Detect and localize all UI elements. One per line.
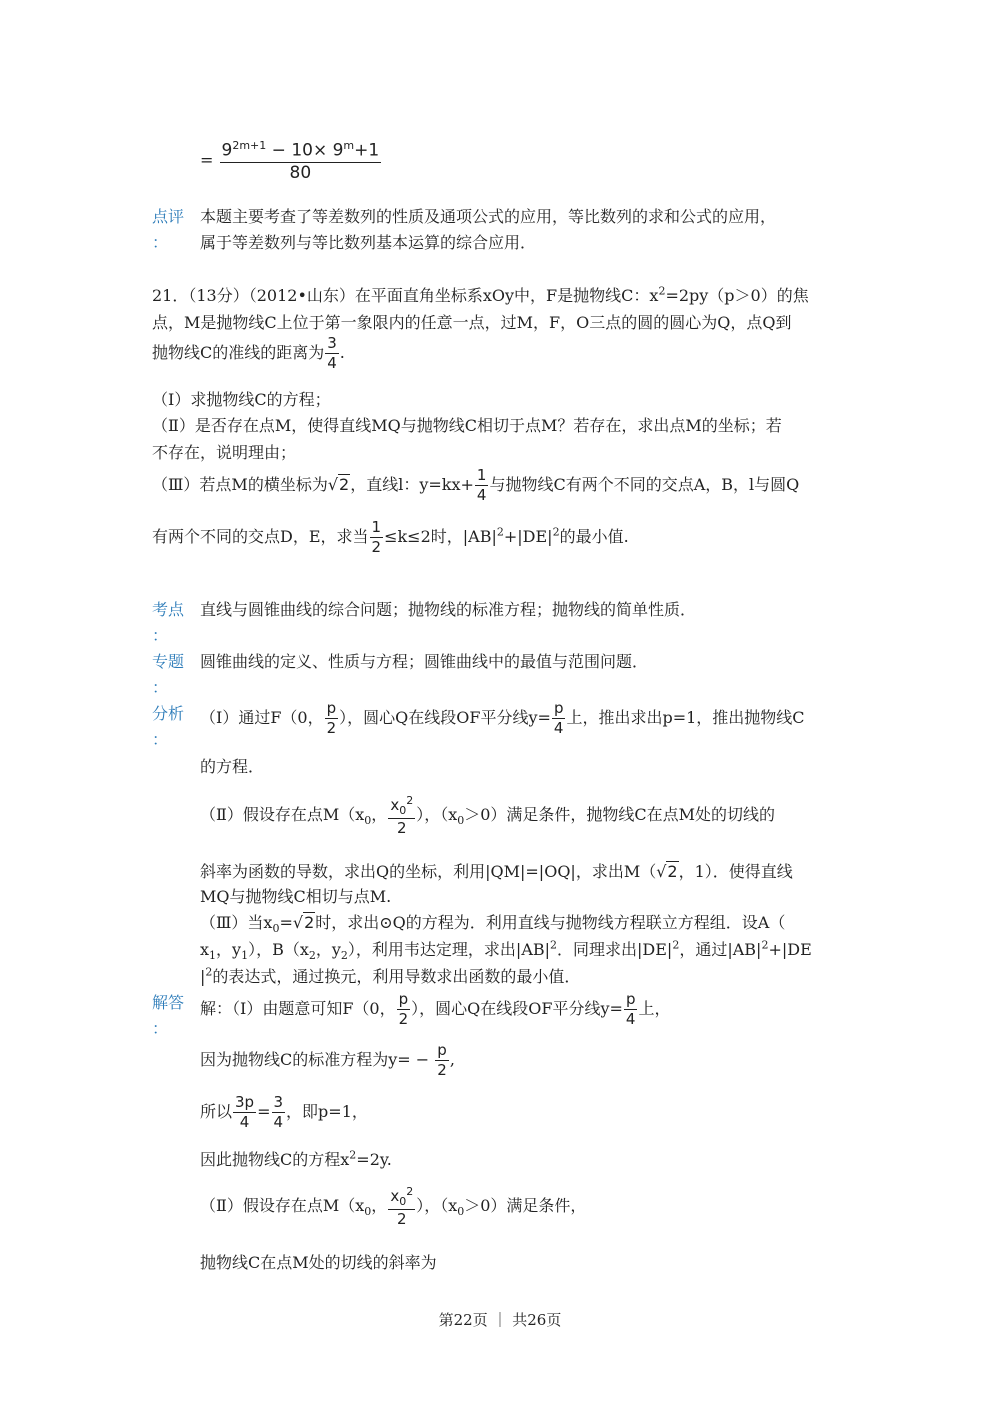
question-1: （Ⅰ）求抛物线C的方程； [152,390,331,409]
question-2a: （Ⅱ）是否存在点M，使得直线MQ与抛物线C相切于点M？若存在，求出点M的坐标；若 [152,416,782,435]
jieda-colon: ： [152,1019,169,1038]
zhuanti-colon: ： [152,678,169,697]
problem-line-3: 抛物线C的准线的距离为 $\frac{3}{4}$ . [152,334,345,372]
review-colon: ： [152,233,169,252]
review-label: 点评 [152,207,185,226]
jieda-line6: 抛物线C在点M处的切线的斜率为 [200,1253,437,1272]
zhuanti-label: 专题 [152,652,185,671]
formula-numerator: $9^{2m+1} - 10\times 9^m+1$ [221,139,380,161]
question-2b: 不存在，说明理由； [152,443,297,462]
fenxi-colon: ： [152,730,169,749]
formula-denominator: 80 [289,162,312,183]
fenxi-b-line2: 斜率为函数的导数，求出Q的坐标，利用|QM|=|OQ|，求出M（√2，1）．使得直线 [200,862,793,881]
problem-line-2: 点，M是抛物线C上位于第一象限内的任意一点，过M，F，O三点的圆的圆心为Q，点Q到 [152,313,792,332]
zhuanti-text: 圆锥曲线的定义、性质与方程；圆锥曲线中的最值与范围问题． [200,652,649,671]
review-line-1: 本题主要考查了等差数列的性质及通项公式的应用，等比数列的求和公式的应用， [200,207,777,226]
jieda-line3: 所以 $\frac{3p}{4}$ = $\frac{3}{4}$ ，即p=1， [200,1093,368,1131]
jieda-line1: 解：（Ⅰ）由题意可知F（0， $\frac{p}{2}$ ），圆心Q在线段OF平分线y= $\frac{p}{4}$ 上， [200,990,671,1028]
question-3a: （Ⅲ）若点M的横坐标为√2，直线l：y=kx+ $\frac{1}{4}$ 与抛物线C有两个不同的交点A，B，l与圆Q [152,466,800,504]
fenxi-b-line3: MQ与抛物线C相切与点M. [200,887,392,906]
formula-fraction [220,140,382,182]
equals-sign: = [200,150,214,170]
kaodian-colon: ： [152,626,169,645]
fenxi-label: 分析 [152,704,185,723]
question-3b: 有两个不同的交点D，E，求当 $\frac{1}{2}$ ≤k≤2时，$|AB|^2+|DE|^2$的最小值. [152,518,629,556]
fenxi-a-line1: （Ⅰ）通过F（0， $\frac{p}{2}$ ），圆心Q在线段OF平分线y= $\frac{p}{4}$ 上，推出求出p=1，推出抛物线C [200,699,805,737]
fenxi-c-line3: $|^2$的表达式，通过换元，利用导数求出函数的最小值． [200,965,581,986]
jieda-line5: （Ⅱ）假设存在点$M(x_0$， $\frac{x_0^2}{2}$ ），$(x_0>0)$满足条件， [200,1185,587,1228]
fenxi-c-line2: $x_1$，$y_1$），$B(x_2$，$y_2$），利用韦达定理，求出$|AB|^2$．同理求出$|DE|^2$，通过$|AB|^2+|DE$ [200,938,812,963]
problem-line-1: 21．（13分）（2012•山东）在平面直角坐标系xOy中，F是抛物线C：$x^2=2py(p>0)$的焦 [152,284,809,305]
kaodian-label: 考点 [152,600,185,619]
fenxi-b-line1: （Ⅱ）假设存在点$M(x_0$， $\frac{x_0^2}{2}$ ），$(x_0>0)$满足条件，抛物线C在点M处的切线的 [200,794,776,837]
review-line-2: 属于等差数列与等比数列基本运算的综合应用． [200,233,537,252]
jieda-line4: 因此抛物线C的方程$x^2=2y$. [200,1148,392,1169]
jieda-label: 解答 [152,993,185,1012]
jieda-line2: 因为抛物线C的标准方程为y= − $\frac{p}{2}$ , [200,1041,455,1079]
top-formula [200,140,382,182]
fenxi-c-line1: （Ⅲ）当$x_0=√2$时，求出⊙Q的方程为．利用直线与抛物线方程联立方程组．设A（ [200,913,786,936]
page-footer: 第22页 ｜ 共26页 [438,1311,562,1329]
fenxi-a-line2: 的方程． [200,757,265,776]
kaodian-text: 直线与圆锥曲线的综合问题；抛物线的标准方程；抛物线的简单性质． [200,600,697,619]
